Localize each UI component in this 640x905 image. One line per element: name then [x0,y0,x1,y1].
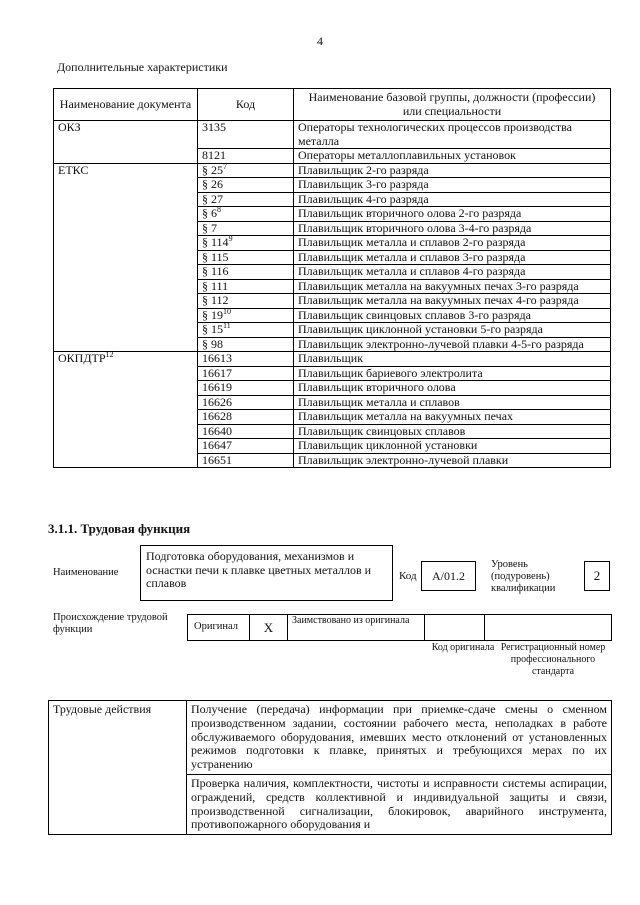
characteristics-body [54,121,611,468]
code-label: Код [399,570,417,582]
occupation-name: Плавильщик вторичного олова [294,381,611,396]
table-row [54,381,611,396]
labor-function-name: Подготовка оборудования, механизмов и оснастки печи к плавке цветных металлов и сплавов [140,545,393,601]
origin-row [187,614,612,641]
code-cell [198,121,294,149]
occupation-name: Плавильщик металла на вакуумных печах 4-го разряда [294,294,611,309]
document-name-empty [54,308,198,323]
code-value: 16640 [202,423,232,438]
code-value: § 111 [202,278,229,293]
code-cell [198,163,294,178]
header-code: Код [198,89,294,121]
page-number: 4 [317,34,323,48]
table-row [54,323,611,338]
document-label: ОКПДТР [58,351,106,365]
code-value: 16613 [202,351,232,365]
document-name-empty [54,192,198,207]
labor-function-title: 3.1.1. Трудовая функция [48,521,191,536]
occupation-name: Плавильщик свинцовых сплавов [294,424,611,439]
occupation-name: Плавильщик металла на вакуумных печах 3-го разряда [294,279,611,294]
document-name-empty [54,250,198,265]
document-name [54,121,198,149]
table-row [54,410,611,425]
code-cell [198,453,294,468]
code-cell [198,308,294,323]
code-cell [198,381,294,396]
footnote-ref: 8 [217,205,221,214]
table-row [54,207,611,222]
code-value: 16617 [202,365,232,380]
document-name-empty [54,207,198,222]
table-row [54,163,611,178]
code-cell [198,424,294,439]
document-label: ОКЗ [58,120,81,134]
occupation-name: Плавильщик металла и сплавов 2-го разряда [294,236,611,251]
header-name: Наименование базовой группы, должности (профессии) или специальности [294,89,611,121]
occupation-name: Плавильщик [294,352,611,367]
document-name-empty [54,424,198,439]
table-row [54,121,611,149]
reg-number-label: Регистрационный номер профессионального стандарта [500,642,606,677]
occupation-name: Плавильщик 3-го разряда [294,178,611,193]
code-value: § 25 [202,162,223,177]
table-row [54,395,611,410]
document-name-empty [54,323,198,338]
table-row [54,279,611,294]
table-row [49,701,612,775]
code-value: § 19 [202,307,223,322]
name-label: Наименование [53,567,119,578]
original-cell [188,615,250,640]
qualification-level: 2 [584,561,610,591]
code-value: § 114 [202,235,229,249]
code-cell [198,279,294,294]
occupation-name: Плавильщик бариевого электролита [294,366,611,381]
table-row [54,366,611,381]
code-cell [198,294,294,309]
code-cell [198,395,294,410]
footnote-ref: 10 [223,306,231,316]
occupation-name: Плавильщик электронно-лучевой плавки 4-5-го разряда [294,337,611,352]
footnote-ref: 9 [228,234,233,243]
origin-label: Происхождение трудовой функции [53,612,168,635]
table-row [54,250,611,265]
table-header-row [54,89,611,121]
occupation-name: Плавильщик циклонной установки [294,439,611,454]
characteristics-table [53,88,611,468]
occupation-name: Плавильщик 4-го разряда [294,192,611,207]
labor-actions-table [48,700,612,835]
document-name-empty [54,221,198,236]
code-value: § 15 [202,322,223,336]
document-name [54,163,198,178]
action-item: Получение (передача) информации при приемке-сдаче смены о сменном производственном задании, состоянии рабочего места, неполадках в работе обслуживаемого оборудования, имевших место отклонений от установленных режимов подготовки к плавке, принятых и требующихся мерах по их устранению [187,701,612,775]
document-label: ЕТКС [58,162,89,177]
code-value: 16619 [202,380,232,394]
origin-code-cell [425,615,485,640]
code-cell [198,178,294,193]
occupation-name: Плавильщик электронно-лучевой плавки [294,453,611,468]
table-row [54,178,611,193]
code-cell [198,410,294,425]
document-name-empty [54,279,198,294]
code-cell [198,149,294,164]
document-name-empty [54,178,198,193]
footnote-ref: 7 [223,161,227,171]
original-label: Оригинал [194,621,238,632]
occupation-name: Плавильщик вторичного олова 3-4-го разряда [294,221,611,236]
code-value: § 115 [202,249,229,264]
code-cell [198,366,294,381]
code-cell [198,221,294,236]
code-value: § 112 [202,293,229,307]
code-cell [198,207,294,222]
labor-function-code: A/01.2 [421,561,476,591]
code-cell [198,337,294,352]
code-value: 16647 [202,438,232,452]
table-row [54,192,611,207]
occupation-name: Плавильщик вторичного олова 2-го разряда [294,207,611,222]
code-value: 16628 [202,409,232,423]
table-row [54,453,611,468]
table-row [54,236,611,251]
code-value: 16626 [202,394,232,409]
document-name-empty [54,395,198,410]
code-value: 16651 [202,452,232,467]
occupation-name: Плавильщик металла и сплавов [294,395,611,410]
table-row [54,308,611,323]
occupation-name: Плавильщик металла и сплавов 3-го разряда [294,250,611,265]
document-name-empty [54,453,198,468]
document-name-empty [54,149,198,164]
reg-number-cell [485,615,611,640]
action-item: Проверка наличия, комплектности, чистоты и исправности системы аспирации, ограждений, средств коллективной и индивидуальной защиты и связи, производственной сигнализации, блокировок, аварийного инструмента, противопожарного оборудования и [187,774,612,834]
document-name-empty [54,294,198,309]
table-row [54,294,611,309]
code-value: § 27 [202,191,223,206]
borrowed-label: Заимствовано из оригинала [292,615,410,626]
code-cell [198,265,294,280]
origin-code-label: Код оригинала [431,642,495,653]
code-cell [198,323,294,338]
table-row [54,439,611,454]
occupation-name: Плавильщик металла на вакуумных печах [294,410,611,425]
occupation-name: Операторы технологических процессов производства металла [294,121,611,149]
code-value: § 116 [202,264,229,278]
table-row [54,352,611,367]
occupation-name: Плавильщик свинцовых сплавов 3-го разряда [294,308,611,323]
footnote-ref: 12 [105,350,114,359]
document-name-empty [54,381,198,396]
code-cell [198,352,294,367]
table-row [54,221,611,236]
code-value: § 98 [202,336,223,351]
table-row [54,424,611,439]
occupation-name: Плавильщик металла и сплавов 4-го разряда [294,265,611,280]
occupation-name: Операторы металлоплавильных установок [294,149,611,164]
code-cell [198,250,294,265]
code-cell [198,236,294,251]
table-row [54,265,611,280]
code-value: § 7 [202,220,217,235]
occupation-name: Плавильщик циклонной установки 5-го разряда [294,323,611,338]
borrowed-cell [288,615,425,640]
occupation-name: Плавильщик 2-го разряда [294,163,611,178]
code-value: § 6 [202,206,217,220]
document-name-empty [54,410,198,425]
document-name [54,352,198,367]
document-name-empty [54,439,198,454]
table-row [54,149,611,164]
table-row [54,337,611,352]
section-title: Дополнительные характеристики [57,60,228,74]
document-name-empty [54,366,198,381]
code-value: § 26 [202,177,223,191]
document-name-empty [54,337,198,352]
document-name-empty [54,265,198,280]
footnote-ref: 11 [223,321,231,330]
header-document: Наименование документа [54,89,198,121]
code-value: 8121 [202,148,226,162]
actions-label: Трудовые действия [49,701,187,835]
code-cell [198,439,294,454]
code-value: 3135 [202,120,226,134]
original-mark: X [250,615,288,640]
code-cell [198,192,294,207]
document-name-empty [54,236,198,251]
qualification-level-label: Уровень (подуровень) квалификации [491,559,556,594]
